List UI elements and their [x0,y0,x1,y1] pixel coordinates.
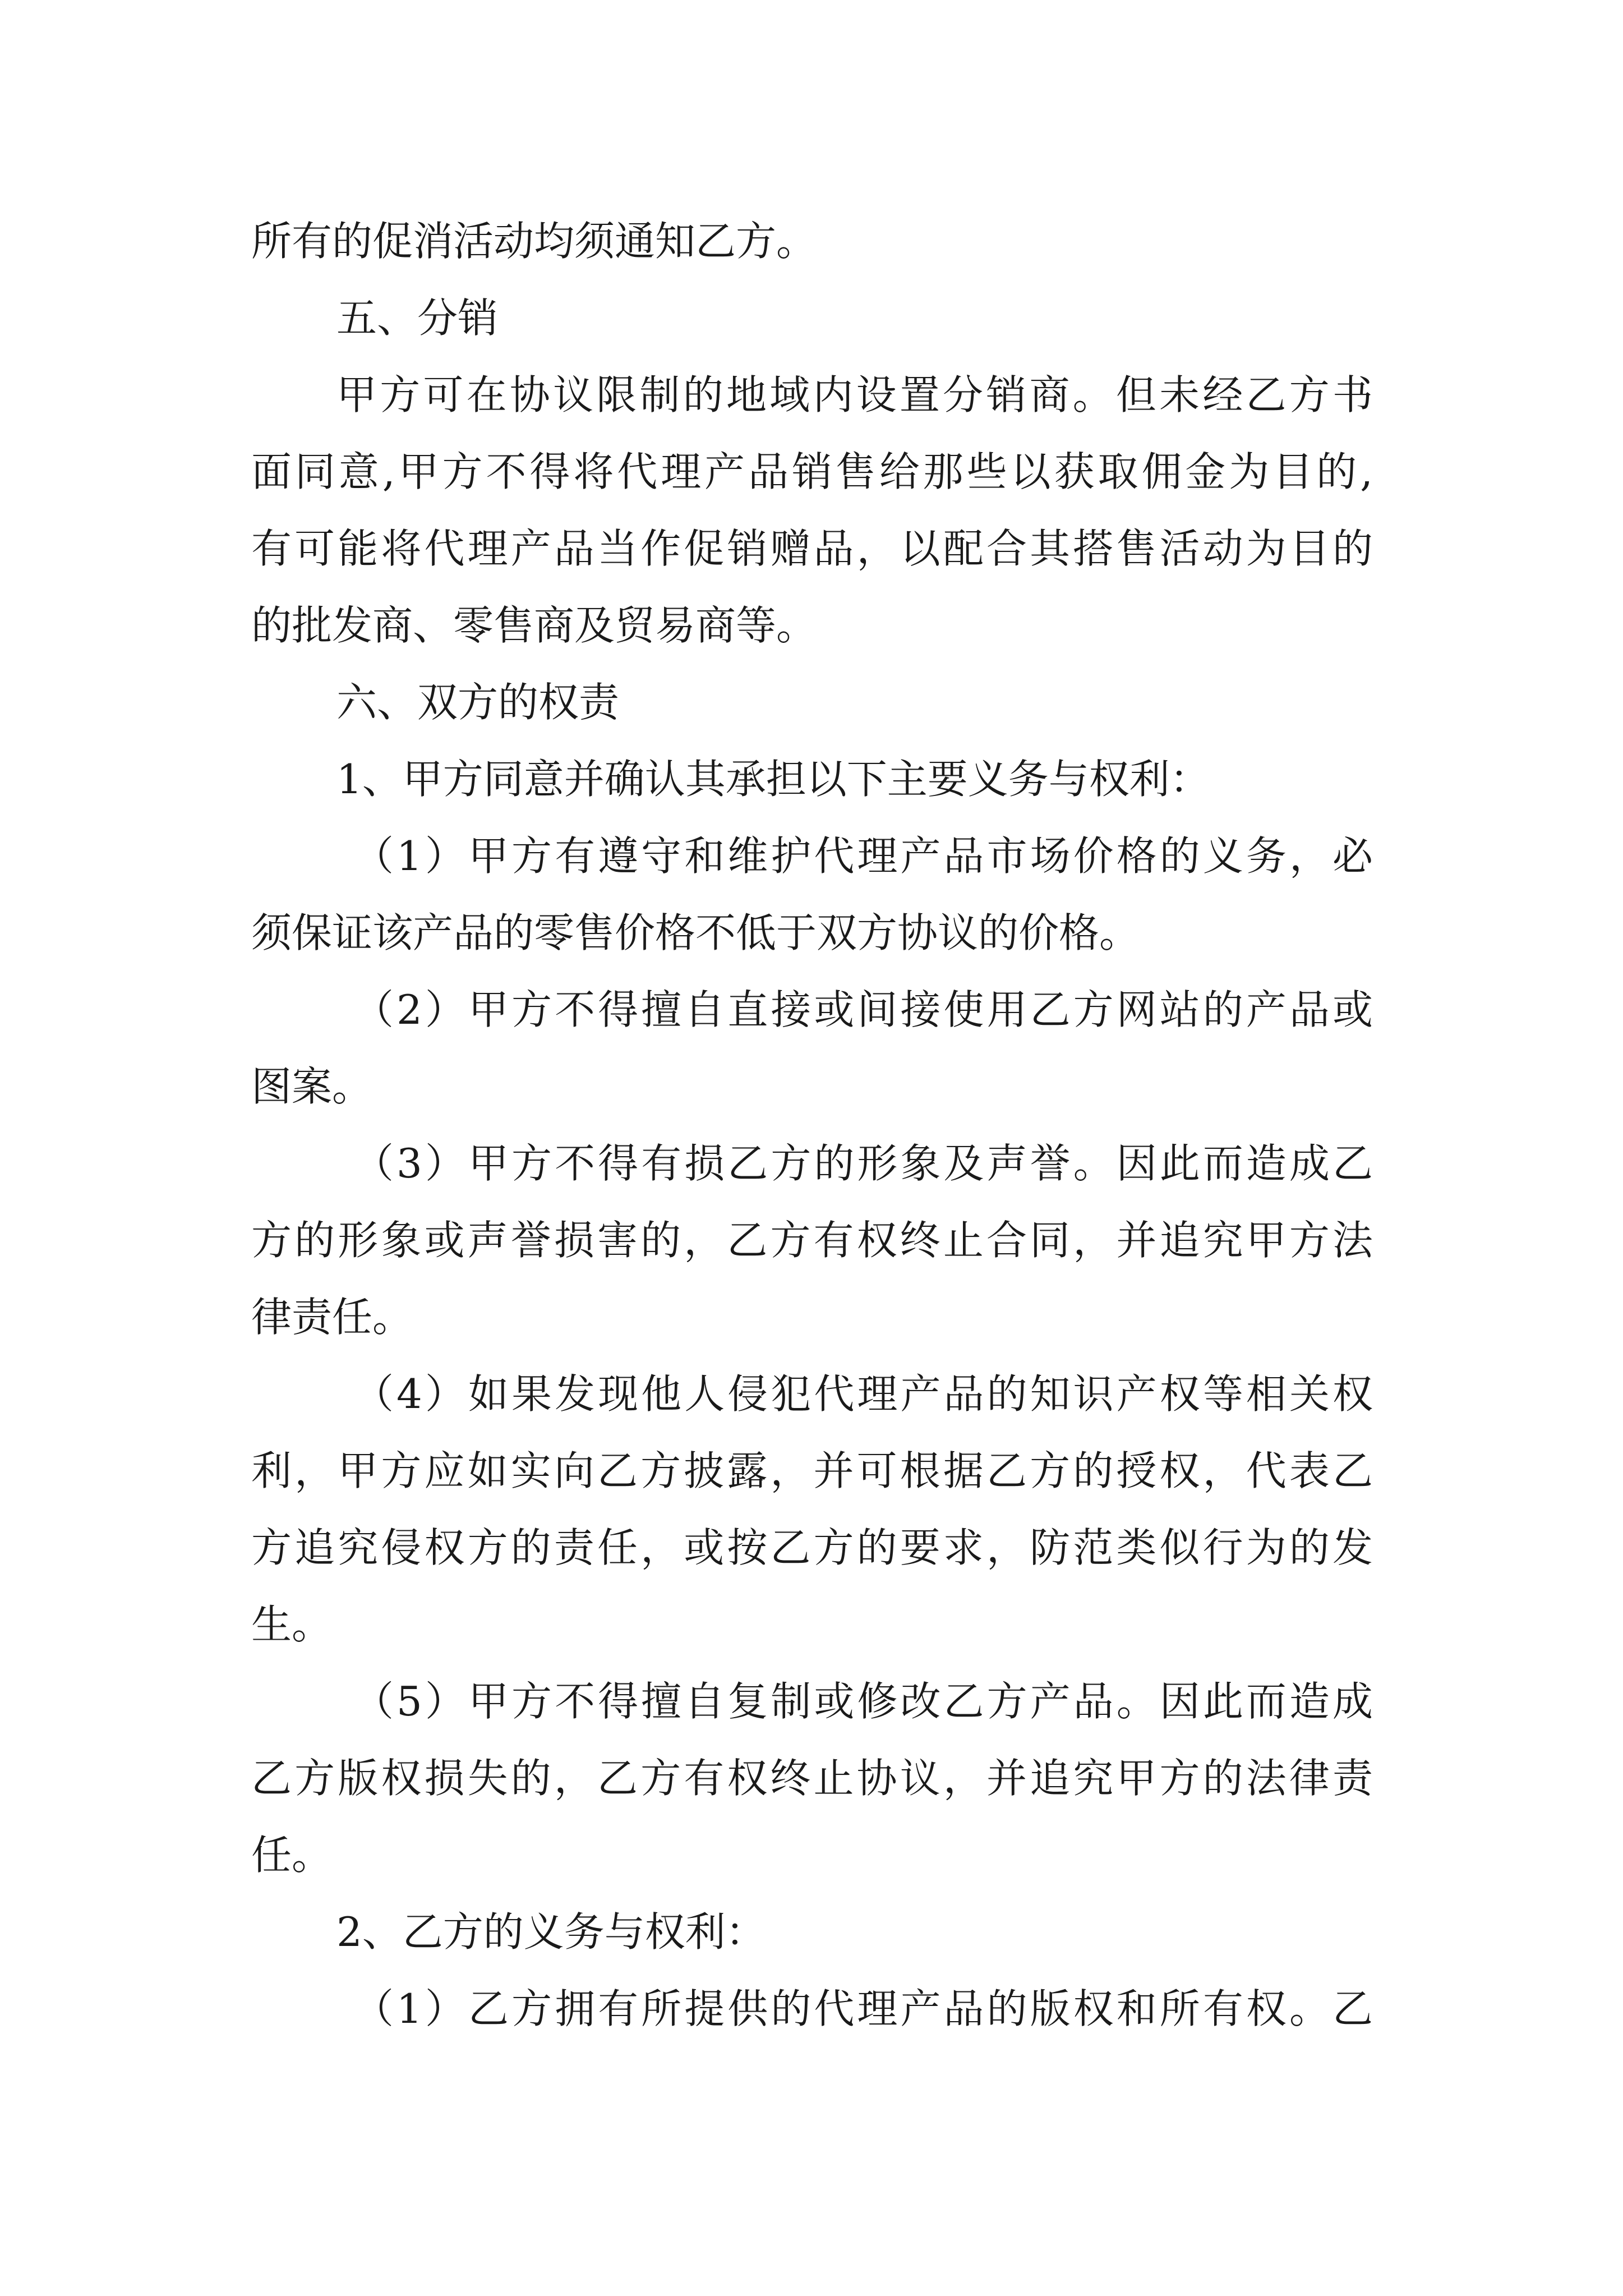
subsection-heading-party-b: 2、乙方的义务与权利： [336,1908,766,1955]
paragraph-line: 的批发商、零售商及贸易商等。 [251,602,817,649]
paragraph-line: 有可能将代理产品当作促销赠品，以配合其搭售活动为目的 [251,525,1373,572]
paragraph-line: 乙方版权损失的，乙方有权终止协议，并追究甲方的法律责 [251,1755,1373,1802]
paragraph-line: （5）甲方不得擅自复制或修改乙方产品。因此而造成 [353,1678,1373,1725]
paragraph-line: （2）甲方不得擅自直接或间接使用乙方网站的产品或 [353,986,1373,1033]
paragraph-line: 所有的促消活动均须通知乙方。 [251,218,817,265]
paragraph-line: 方追究侵权方的责任，或按乙方的要求，防范类似行为的发 [251,1524,1373,1571]
paragraph-line: （1）乙方拥有所提供的代理产品的版权和所有权。乙 [353,1985,1373,2032]
paragraph-line: 图案。 [251,1063,373,1110]
paragraph-line: （4）如果发现他人侵犯代理产品的知识产权等相关权 [353,1370,1373,1418]
section-heading-rights: 六、双方的权责 [336,679,620,726]
paragraph-line: 利，甲方应如实向乙方披露，并可根据乙方的授权，代表乙 [251,1447,1373,1494]
paragraph-line: （3）甲方不得有损乙方的形象及声誉。因此而造成乙 [353,1140,1373,1187]
paragraph-line: 任。 [251,1832,333,1879]
paragraph-line: 方的形象或声誉损害的，乙方有权终止合同，并追究甲方法 [251,1217,1373,1264]
paragraph-line: 须保证该产品的零售价格不低于双方协议的价格。 [251,909,1140,956]
paragraph-line: 面同意,甲方不得将代理产品销售给那些以获取佣金为目的, [251,448,1373,495]
section-heading-distribution: 五、分销 [336,295,499,342]
paragraph-line: 甲方可在协议限制的地域内设置分销商。但未经乙方书 [336,371,1373,418]
subsection-heading-party-a: 1、甲方同意并确认其承担以下主要义务与权利： [336,756,1210,803]
paragraph-line: 律责任。 [251,1294,413,1341]
paragraph-line: 生。 [251,1601,333,1648]
paragraph-line: （1）甲方有遵守和维护代理产品市场价格的义务，必 [353,832,1373,880]
